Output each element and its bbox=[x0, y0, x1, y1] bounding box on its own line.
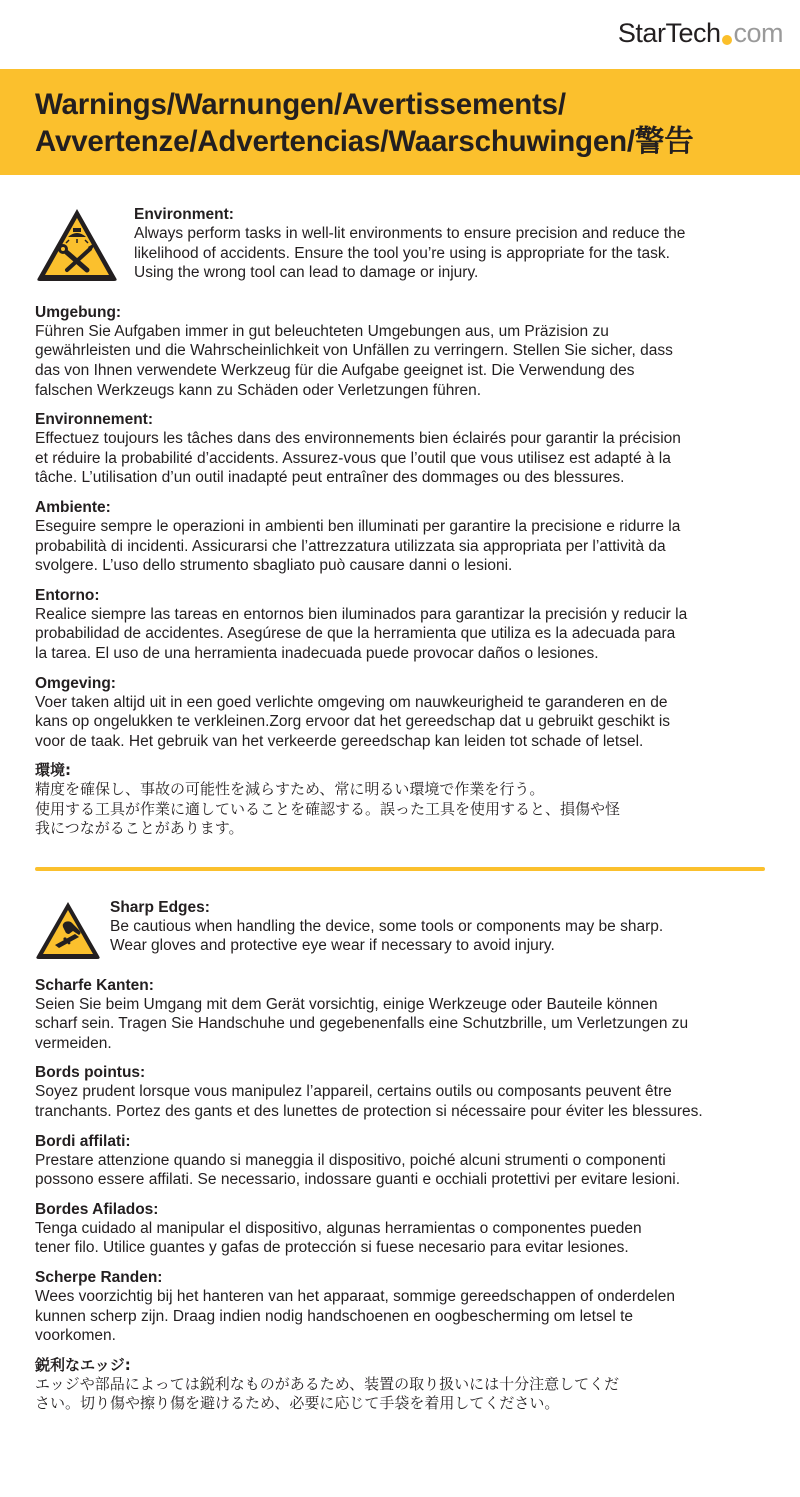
warning-body: Voer taken altijd uit in een goed verlichte omgeving om nauwkeurigheid te garanderen en de kans op ongelukken te verkleinen.Zorg ervoor dat het gereedschap dat u gebruikt geschikt is voor de taak. Het gebruik van het verkeerde gereedschap kan leiden tot schade of letsel. bbox=[35, 693, 671, 750]
warning-block-it bbox=[35, 498, 765, 576]
warning-block-de bbox=[35, 976, 765, 1054]
logo-dot bbox=[722, 35, 732, 45]
warning-body: Eseguire sempre le operazioni in ambienti ben illuminati per garantire la precisione e ridurre la probabilità di incidenti. Assicurarsi che l’attrezzatura utilizzata sia appropriata per l’attività da svolgere. L’uso dello strumento sbagliato può causare danni o lesioni. bbox=[35, 517, 681, 575]
sharp-edge-hazard-icon bbox=[35, 898, 110, 965]
warning-heading: Ambiente: bbox=[35, 498, 111, 516]
warning-heading: 鋭利なエッジ: bbox=[35, 1355, 131, 1374]
warning-block-it bbox=[35, 1132, 765, 1190]
warning-heading: Scharfe Kanten: bbox=[35, 976, 154, 994]
warning-heading: Environment: bbox=[134, 206, 234, 223]
sharp-edges-section bbox=[35, 898, 765, 1414]
environment-section bbox=[35, 175, 765, 839]
warning-block-fr bbox=[35, 1063, 765, 1121]
warning-block-en bbox=[134, 205, 685, 283]
warning-heading: Scherpe Randen: bbox=[35, 1269, 163, 1287]
logo-suffix: com bbox=[733, 18, 783, 48]
warning-body: Realice siempre las tareas en entornos bien iluminados para garantizar la precisión y reducir la probabilidad de accidentes. Asegúrese de que la herramienta que utiliza es la adecuada para la tarea. El uso de una herramienta inadecuada puede provocar daños o lesiones. bbox=[35, 605, 688, 662]
sharp-edges-intro bbox=[35, 898, 765, 966]
warning-block-es bbox=[35, 586, 765, 664]
warning-heading: Entorno: bbox=[35, 586, 100, 604]
warning-heading: Bordes Afilados: bbox=[35, 1200, 159, 1218]
warning-block-ja bbox=[35, 761, 765, 838]
title-line-1: Warnings/Warnungen/Avertissements/ bbox=[35, 88, 566, 121]
header bbox=[0, 0, 800, 69]
warning-body: Be cautious when handling the device, some tools or components may be sharp. Wear gloves and protective eye wear if necessary to avoid injury. bbox=[110, 917, 664, 955]
section-divider bbox=[35, 867, 765, 871]
warnings-banner bbox=[0, 69, 800, 175]
warning-heading: Umgebung: bbox=[35, 303, 122, 321]
warning-body: Tenga cuidado al manipular el dispositivo, algunas herramientas o componentes pueden tener filo. Utilice guantes y gafas de protección si fuese necesario para evitar lesiones. bbox=[35, 1219, 642, 1257]
warning-body: Seien Sie beim Umgang mit dem Gerät vorsichtig, einige Werkzeuge oder Bauteile können scharf sein. Tragen Sie Handschuhe und gegebenenfalls eine Schutzbrille, um Verletzungen zu vermeiden. bbox=[35, 995, 689, 1052]
warning-body: Führen Sie Aufgaben immer in gut beleuchteten Umgebungen aus, um Präzision zu gewährleisten und die Wahrscheinlichkeit von Unfällen zu verringern. Stellen Sie sicher, dass das von Ihnen verwendete Werkzeug für die Aufgabe geeignet ist. Die Verwendung des falschen Werkzeugs kann zu Schäden oder Verletzungen führen. bbox=[35, 322, 673, 399]
warning-heading: Omgeving: bbox=[35, 674, 116, 692]
warning-heading: 環境: bbox=[35, 761, 71, 780]
title-line-2: Avvertenze/Advertencias/Waarschuwingen/警告 bbox=[35, 125, 694, 158]
warning-block-ja bbox=[35, 1356, 765, 1414]
warning-block-nl bbox=[35, 674, 765, 752]
warning-body: Soyez prudent lorsque vous manipulez l’appareil, certains outils ou composants peuvent être tranchants. Portez des gants et des lunettes de protection si nécessaire pour éviter les blessures. bbox=[35, 1083, 703, 1121]
warning-body: Prestare attenzione quando si maneggia il dispositivo, poiché alcuni strumenti o componenti possono essere affilati. Se necessario, indossare guanti e occhiali protettivi per evitare lesioni. bbox=[35, 1151, 681, 1189]
tools-hazard-icon bbox=[35, 205, 134, 287]
warning-block-de bbox=[35, 303, 765, 400]
warning-block-es bbox=[35, 1200, 765, 1258]
warning-body: エッジや部品によっては鋭利なものがあるため、装置の取り扱いには十分注意してくだ さい。切り傷や擦り傷を避けるため、必要に応じて手袋を着用してください。 bbox=[35, 1374, 620, 1413]
page-title bbox=[35, 86, 765, 160]
warning-body: 精度を確保し、事故の可能性を減らすため、常に明るい環境で作業を行う。 使用する工具が作業に適していることを確認する。誤った工具を使用すると、損傷や怪 我につながることがあります。 bbox=[35, 780, 621, 838]
environment-intro bbox=[35, 205, 765, 293]
startech-logo bbox=[618, 18, 783, 49]
warning-block-fr bbox=[35, 410, 765, 488]
warning-heading: Bordi affilati: bbox=[35, 1132, 131, 1150]
warning-block-en bbox=[110, 898, 663, 956]
warning-block-nl bbox=[35, 1268, 765, 1346]
content bbox=[0, 175, 800, 1414]
warning-heading: Bords pointus: bbox=[35, 1064, 146, 1082]
warning-body: Effectuez toujours les tâches dans des environnements bien éclairés pour garantir la précision et réduire la probabilité d’accidents. Assurez-vous que l’outil que vous utilisez est adapté à la tâche. L’utilisation d’un outil inadapté peut entraîner des dommages ou des blessures. bbox=[35, 430, 681, 487]
warning-heading: Environnement: bbox=[35, 411, 153, 429]
warning-body: Always perform tasks in well-lit environments to ensure precision and reduce the likelihood of accidents. Ensure the tool you’re using is appropriate for the task. Using the wrong tool can lead to damage or injury. bbox=[134, 225, 686, 282]
warning-heading: Sharp Edges: bbox=[110, 898, 210, 916]
warning-body: Wees voorzichtig bij het hanteren van het apparaat, sommige gereedschappen of onderdelen kunnen scherp zijn. Draag indien nodig handschoenen en oogbescherming om letsel te voorkomen. bbox=[35, 1288, 675, 1345]
logo-text: StarTech bbox=[617, 18, 721, 48]
